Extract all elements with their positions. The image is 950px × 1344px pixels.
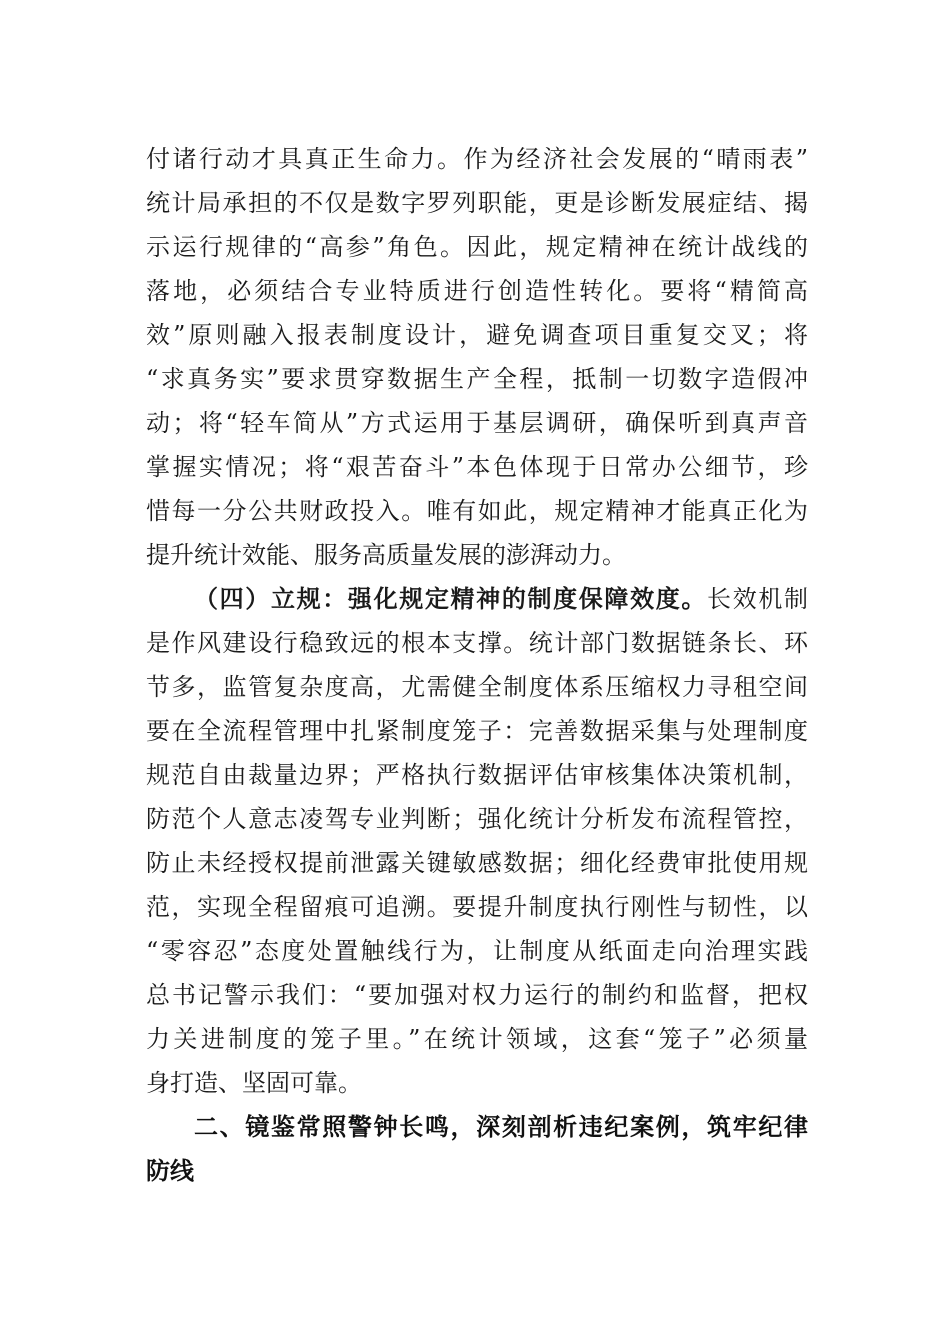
paragraph-line: 付诸行动才具真正生命力。作为经济社会发展的“晴雨表” xyxy=(146,145,808,173)
paragraph-line: 总书记警示我们：“要加强对权力运行的制约和监督，把权 xyxy=(146,981,808,1009)
paragraph-line: 掌握实情况；将“艰苦奋斗”本色体现于日常办公细节，珍 xyxy=(146,453,808,481)
paragraph-line: 防止未经授权提前泄露关键敏感数据；细化经费审批使用规 xyxy=(146,849,808,877)
paragraph-line: 防范个人意志凌驾专业判断；强化统计分析发布流程管控， xyxy=(146,805,808,833)
paragraph-line: 范，实现全程留痕可追溯。要提升制度执行刚性与韧性，以 xyxy=(146,893,808,921)
section-two-heading-line-2: 防线 xyxy=(146,1157,194,1185)
paragraph-line: “求真务实”要求贯穿数据生产全程，抵制一切数字造假冲 xyxy=(146,365,808,393)
section-four-heading: （四）立规：强化规定精神的制度保障效度。 xyxy=(194,584,708,613)
paragraph-line: 惜每一分公共财政投入。唯有如此，规定精神才能真正化为 xyxy=(146,497,808,525)
section-four-first-line-rest: 长效机制 xyxy=(707,585,808,613)
paragraph-line: 身打造、坚固可靠。 xyxy=(146,1069,362,1097)
paragraph-line: 规范自由裁量边界；严格执行数据评估审核集体决策机制， xyxy=(146,761,808,789)
paragraph-line: 提升统计效能、服务高质量发展的澎湃动力。 xyxy=(146,541,626,569)
paragraph-line: “零容忍”态度处置触线行为，让制度从纸面走向治理实践 xyxy=(146,937,808,965)
section-four-first-line xyxy=(194,577,808,621)
paragraph-line: 力关进制度的笼子里。”在统计领域，这套“笼子”必须量 xyxy=(146,1025,808,1053)
paragraph-line: 要在全流程管理中扎紧制度笼子：完善数据采集与处理制度 xyxy=(146,717,808,745)
section-two-heading-line-1: 二、镜鉴常照警钟长鸣，深刻剖析违纪案例，筑牢纪律 xyxy=(194,1113,808,1141)
paragraph-line: 统计局承担的不仅是数字罗列职能，更是诊断发展症结、揭 xyxy=(146,189,808,217)
paragraph-line: 示运行规律的“高参”角色。因此，规定精神在统计战线的 xyxy=(146,233,808,261)
paragraph-line: 效”原则融入报表制度设计，避免调查项目重复交叉；将 xyxy=(146,321,808,349)
paragraph-line: 是作风建设行稳致远的根本支撑。统计部门数据链条长、环 xyxy=(146,629,808,657)
paragraph-line: 节多，监管复杂度高，尤需健全制度体系压缩权力寻租空间 xyxy=(146,673,808,701)
paragraph-line: 落地，必须结合专业特质进行创造性转化。要将“精简高 xyxy=(146,277,808,305)
paragraph-line: 动；将“轻车简从”方式运用于基层调研，确保听到真声音 xyxy=(146,409,808,437)
